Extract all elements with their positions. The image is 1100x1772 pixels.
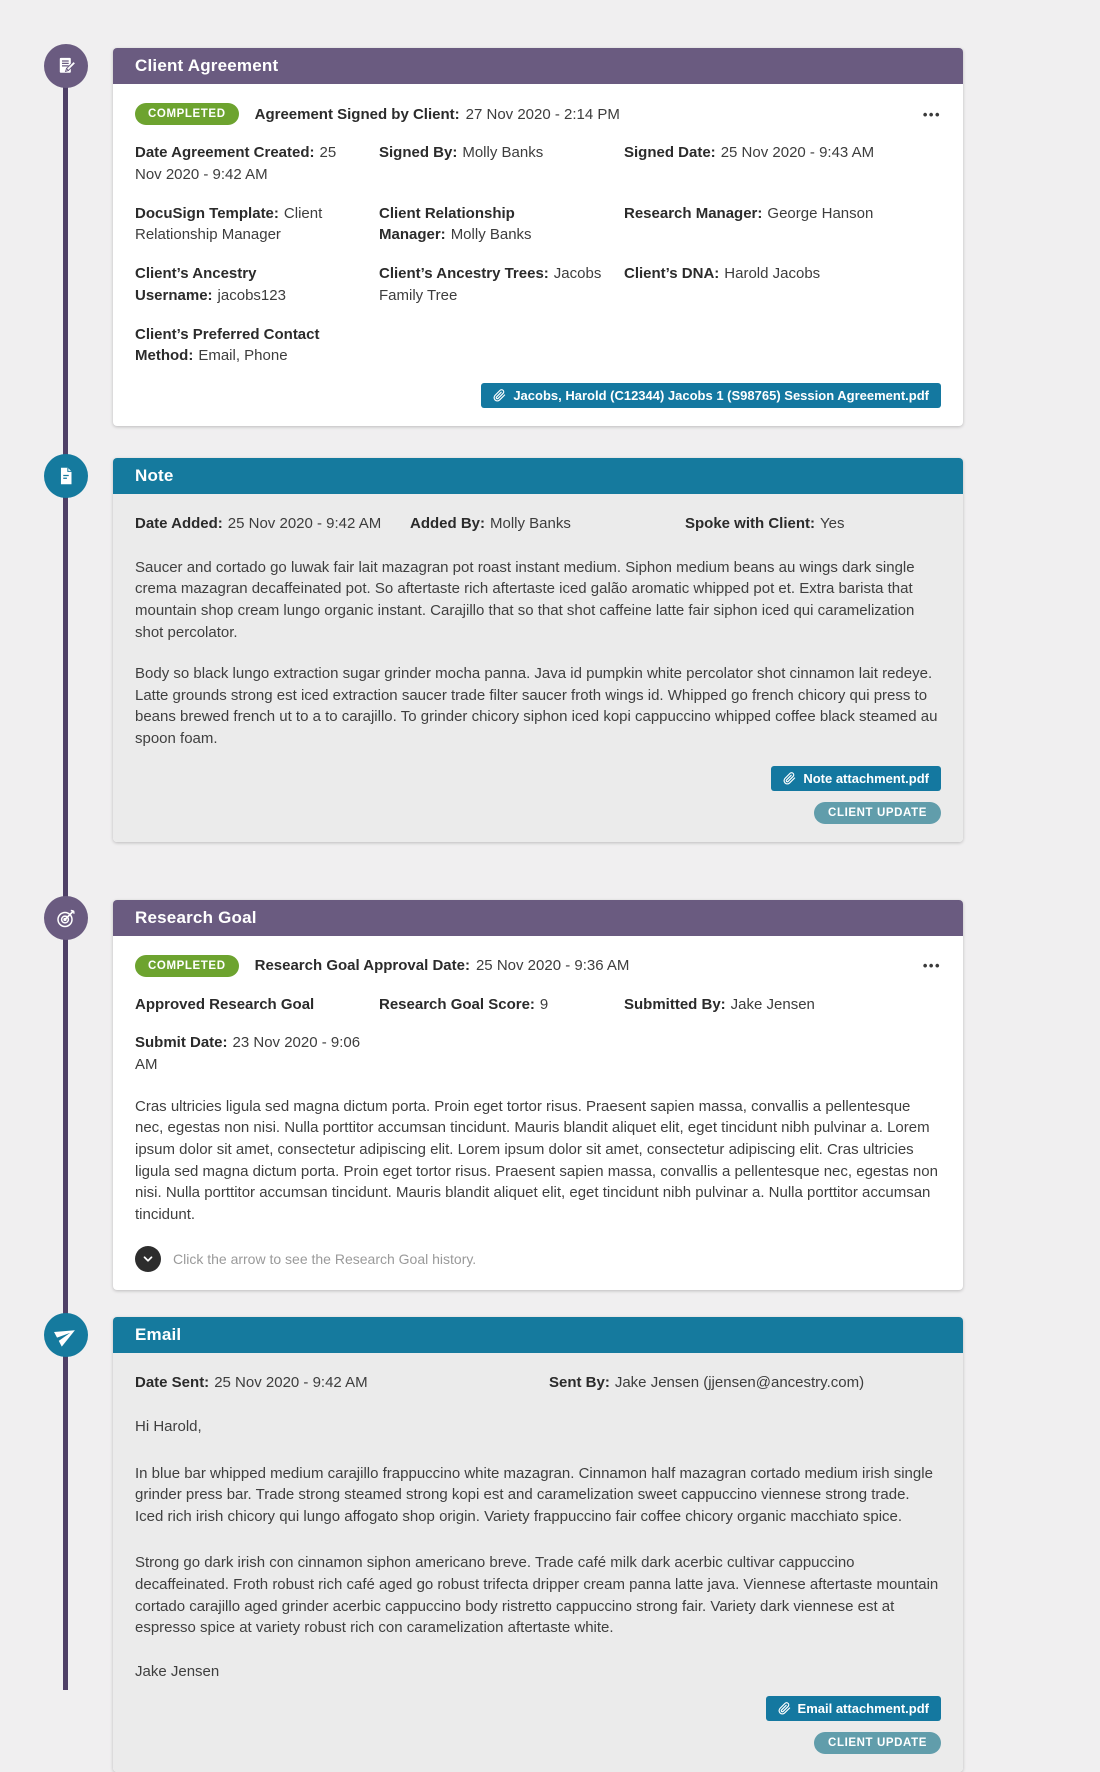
note-paragraph: Body so black lungo extraction sugar grinder mocha panna. Java id pumpkin white percolator shot cinnamon lait redeye. Latte grounds strong est iced extraction saucer trade filter saucer froth wings id. Whipped go french chicory qui press to beans brewed french ut to a to carajillo. To grinder chicory siphon iced kopi cappuccino whipped coffee black steamed au spoon foam. — [135, 665, 938, 747]
field: Submit Date: 23 Nov 2020 - 9:06 AM — [135, 1034, 361, 1073]
chevron-down-icon — [141, 1252, 155, 1266]
email-signature: Jake Jensen — [135, 1662, 220, 1680]
paperclip-icon — [778, 1702, 791, 1715]
client-agreement-body — [113, 84, 963, 426]
signed-document-icon — [44, 44, 88, 88]
research-goal-card — [113, 900, 963, 1291]
email-body — [113, 1353, 963, 1772]
field: Date Agreement Created: 25 Nov 2020 - 9:42 AM — [135, 144, 337, 183]
status-row — [135, 955, 941, 977]
note-paragraph: Saucer and cortado go luwak fair lait mazagran pot roast instant medium. Siphon medium beans au wings dark single crema mazagran decaffeinated pot. So aftertaste rich aftertaste iced galão aromatic whipped pot et. Extra barista that mountain shop cream lungo organic instant. Carajillo that so that shot caffeine latte fair siphon iced qui caramelization shot percolator. — [135, 558, 915, 641]
field: Signed Date: 25 Nov 2020 - 9:43 AM — [624, 144, 875, 161]
field: Date Added: 25 Nov 2020 - 9:42 AM — [135, 515, 382, 532]
status-badge: COMPLETED — [135, 103, 239, 125]
timeline-cards — [113, 48, 963, 1772]
card-title: Research Goal — [135, 907, 257, 927]
attachment-button[interactable] — [766, 1696, 941, 1721]
headline-value: 27 Nov 2020 - 2:14 PM — [465, 105, 620, 123]
paper-plane-icon — [44, 1313, 88, 1357]
field: Client’s DNA: Harold Jacobs — [624, 265, 821, 282]
card-title: Note — [135, 466, 174, 485]
card-title: Client Agreement — [135, 56, 279, 75]
field: Approved Research Goal — [135, 995, 315, 1013]
note-header — [113, 458, 963, 494]
status-badge: COMPLETED — [135, 955, 239, 977]
attachment-filename: Note attachment.pdf — [803, 770, 929, 786]
email-paragraph: Strong go dark irish con cinnamon siphon americano breve. Trade café milk dark acerbic cultivar cappuccino decaffeinated. Froth robust rich café aged go robust trifecta dripper cream panna latte java. Viennese aftertaste mountain cortado carajillo aged grinder acerbic cappuccino body ristretto cappuccino strong fair. Variety dark viennese est at espresso spice at variety robust rich con caramelization aftertaste white. — [135, 1554, 939, 1637]
attachment-filename: Jacobs, Harold (C12344) Jacobs 1 (S98765) Session Agreement.pdf — [513, 388, 929, 403]
overflow-menu-icon[interactable]: ••• — [922, 106, 941, 122]
history-row — [135, 1246, 941, 1272]
field: Added By: Molly Banks — [410, 515, 571, 532]
field: Date Sent: 25 Nov 2020 - 9:42 AM — [135, 1374, 368, 1392]
client-agreement-card — [113, 48, 963, 426]
email-header — [113, 1317, 963, 1353]
target-icon — [44, 896, 88, 940]
field: Research Manager: George Hanson — [624, 204, 874, 222]
research-goal-text: Cras ultricies ligula sed magna dictum porta. Proin eget tortor risus. Praesent sapien massa, convallis a pellentesque nec, egestas non nisi. Nulla porttitor accumsan tincidunt. Mauris blandit aliquet elit, eget tincidunt nibh pulvinar a. Lorem ipsum dolor sit amet, consectetur adipiscing elit. Lorem ipsum dolor sit amet, consectetur adipiscing elit. Cras ultricies ligula sed magna dictum porta. Proin eget tortor risus. Praesent sapien massa, convallis a pellentesque nec, egestas non nisi. Nulla porttitor accumsan tincidunt. Mauris blandit aliquet elit, eget tincidunt nibh pulvinar a. Nulla porttitor accumsan tincidunt. — [135, 1097, 938, 1223]
client-update-badge: CLIENT UPDATE — [814, 802, 941, 824]
status-row — [135, 103, 941, 125]
attachment-filename: Email attachment.pdf — [797, 1700, 929, 1716]
timeline-line — [63, 66, 68, 1690]
history-hint-text: Click the arrow to see the Research Goal history. — [173, 1251, 477, 1268]
client-update-badge: CLIENT UPDATE — [814, 1732, 941, 1754]
headline-value: 25 Nov 2020 - 9:36 AM — [475, 957, 630, 974]
paperclip-icon — [783, 772, 796, 785]
note-card — [113, 458, 963, 842]
field: Spoke with Client: Yes — [685, 515, 845, 532]
headline-label: Research Goal Approval Date: — [254, 957, 470, 974]
fields-grid — [135, 1372, 941, 1394]
field: Signed By: Molly Banks — [379, 144, 544, 161]
attachment-button[interactable] — [481, 383, 941, 408]
overflow-menu-icon[interactable]: ••• — [922, 958, 941, 973]
fields-grid — [135, 142, 941, 367]
paperclip-icon — [493, 389, 506, 402]
client-agreement-header — [113, 48, 963, 84]
field: Client’s Ancestry Trees: Jacobs Family Tree — [379, 265, 602, 304]
research-goal-body — [113, 936, 963, 1291]
note-icon — [44, 454, 88, 498]
attachment-button[interactable] — [771, 766, 941, 791]
field: Sent By: Jake Jensen (jjensen@ancestry.com) — [549, 1374, 865, 1392]
research-goal-header — [113, 900, 963, 936]
field: Client’s Preferred Contact Method: Email, Phone — [135, 325, 320, 365]
card-title: Email — [135, 1325, 182, 1345]
field: Research Goal Score: 9 — [379, 995, 549, 1013]
email-paragraph: In blue bar whipped medium carajillo frappuccino white mazagran. Cinnamon half mazagran cortado medium irish single grinder press bar. Trade strong steamed strong kopi est and caramelization sweet cappuccino viennese strong trade. Iced rich irish chicory qui lungo affogato shop origin. Variety frappuccino fair coffee chicory organic macchiato spice. — [135, 1464, 933, 1525]
email-card — [113, 1317, 963, 1772]
field: DocuSign Template: Client Relationship Manager — [135, 204, 323, 244]
field: Client Relationship Manager: Molly Banks — [379, 204, 532, 244]
fields-grid — [135, 994, 941, 1076]
field: Client’s Ancestry Username: jacobs123 — [135, 265, 286, 304]
note-body — [113, 494, 963, 842]
headline-label: Agreement Signed by Client: — [254, 105, 460, 123]
history-toggle-button[interactable] — [135, 1246, 161, 1272]
email-greeting: Hi Harold, — [135, 1418, 202, 1436]
field: Submitted By: Jake Jensen — [624, 995, 815, 1013]
fields-grid — [135, 513, 941, 535]
